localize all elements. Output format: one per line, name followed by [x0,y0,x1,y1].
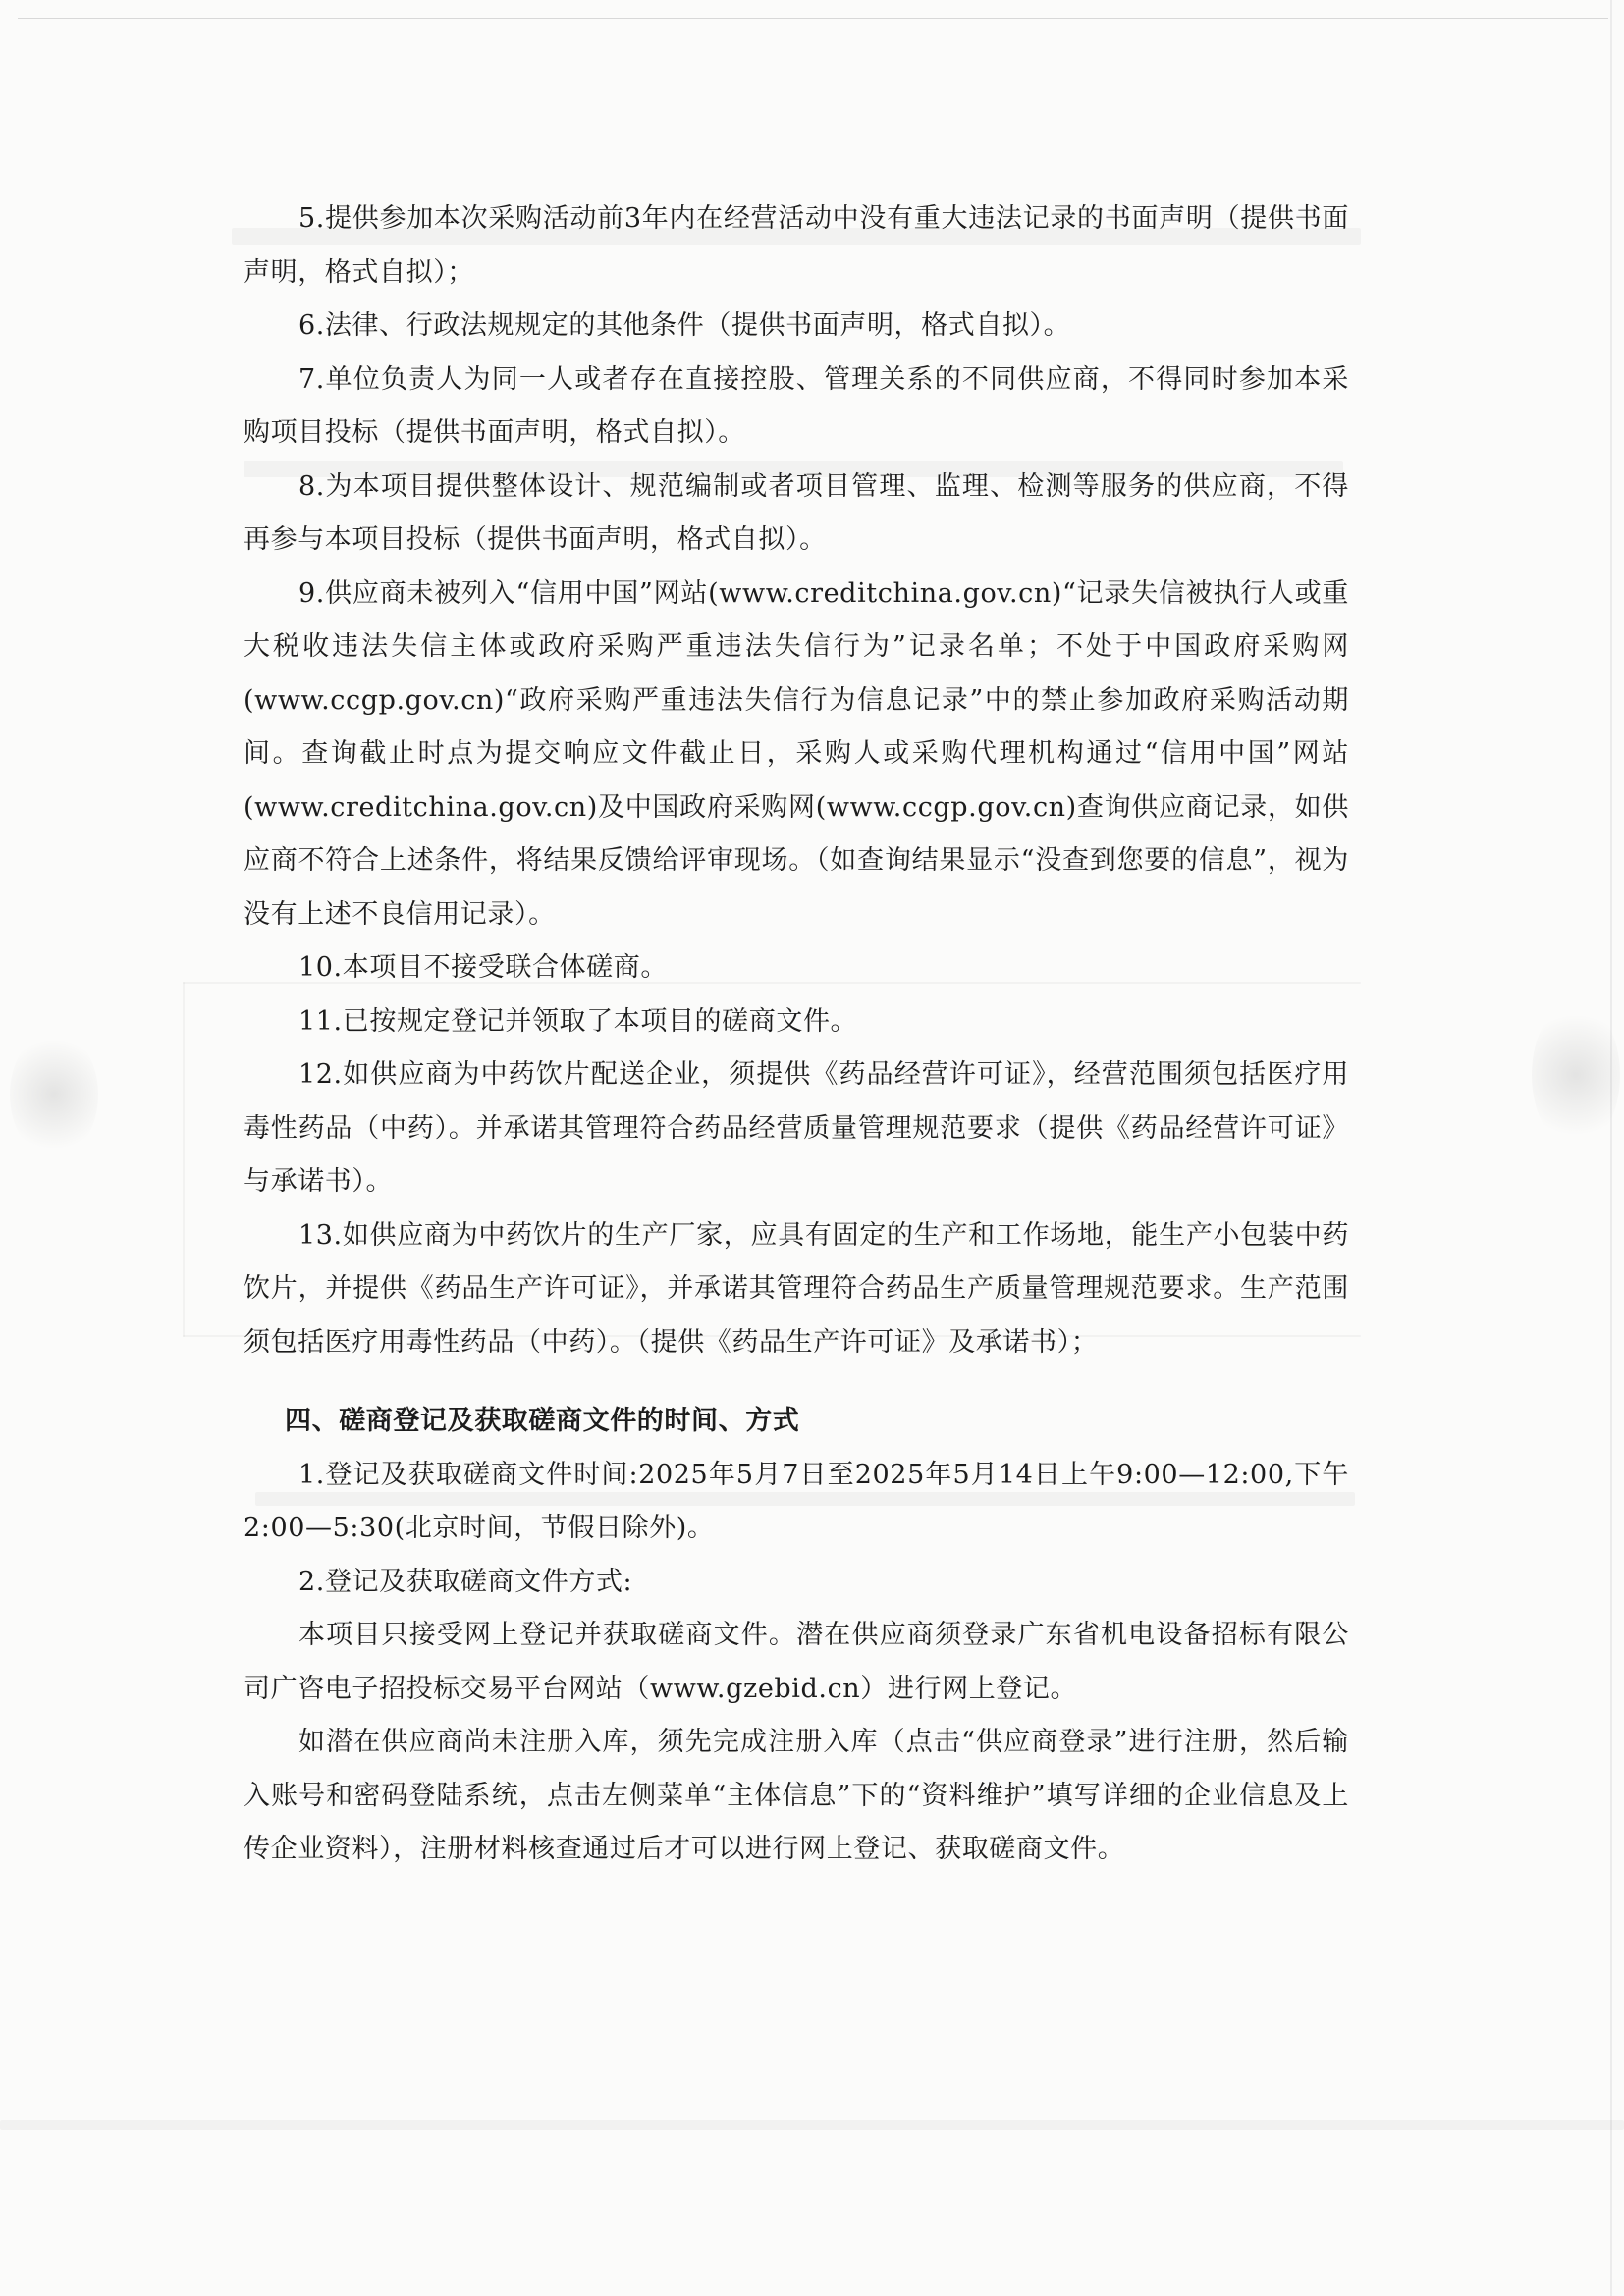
online-registration-note: 本项目只接受网上登记并获取磋商文件。潜在供应商须登录广东省机电设备招标有限公司广咨电子招投标交易平台网站（www.gzebid.cn）进行网上登记。 [244,1620,1349,1704]
registration-time: 1.登记及获取磋商文件时间:2025年5月7日至2025年5月14日上午9:00—12:00,下午2:00—5:30(北京时间，节假日除外)。 [244,1459,1349,1543]
clause-9: 9.供应商未被列入“信用中国”网站(www.creditchina.gov.cn)“记录失信被执行人或重大税收违法失信主体或政府采购严重违法失信行为”记录名单；不处于中国政府采购网(www.ccgp.gov.cn)“政府采购严重违法失信行为信息记录”中的禁止参加政府采购活动期间。查询截止时点为提交响应文件截止日，采购人或采购代理机构通过“信用中国”网站(www.creditchina.gov.cn)及中国政府采购网(www.ccgp.gov.cn)查询供应商记录，如供应商不符合上述条件，将结果反馈给评审现场。（如查询结果显示“没查到您要的信息”，视为没有上述不良信用记录）。 [244,577,1349,930]
bleed-through-mark [0,2120,1624,2130]
scan-smudge [1532,1001,1620,1148]
clause-6: 6.法律、行政法规规定的其他条件（提供书面声明，格式自拟）。 [298,310,1071,341]
clause-5: 5.提供参加本次采购活动前3年内在经营活动中没有重大违法记录的书面声明（提供书面声明，格式自拟）； [244,203,1349,288]
scan-right-edge [1610,0,1612,2296]
clause-10: 10.本项目不接受联合体磋商。 [298,952,668,983]
clause-11: 11.已按规定登记并领取了本项目的磋商文件。 [298,1005,858,1037]
bleed-through-table-line [183,982,185,1337]
scan-smudge [10,1031,98,1158]
clause-7: 7.单位负责人为同一人或者存在直接控股、管理关系的不同供应商，不得同时参加本采购项目投标（提供书面声明，格式自拟）。 [244,363,1349,448]
document-body [244,192,1349,1877]
scan-top-edge [18,18,1608,19]
clause-8: 8.为本项目提供整体设计、规范编制或者项目管理、监理、检测等服务的供应商，不得再参与本项目投标（提供书面声明，格式自拟）。 [244,470,1349,555]
clause-13: 13.如供应商为中药饮片的生产厂家，应具有固定的生产和工作场地，能生产小包装中药饮片，并提供《药品生产许可证》，并承诺其管理符合药品生产质量管理规范要求。生产范围须包括医疗用毒性药品（中药）。（提供《药品生产许可证》及承诺书）； [244,1219,1349,1358]
registration-method-label: 2.登记及获取磋商文件方式: [298,1566,633,1597]
supplier-signup-note: 如潜在供应商尚未注册入库，须先完成注册入库（点击“供应商登录”进行注册，然后输入账号和密码登陆系统，点击左侧菜单“主体信息”下的“资料维护”填写详细的企业信息及上传企业资料），注册材料核查通过后才可以进行网上登记、获取磋商文件。 [244,1727,1349,1864]
clause-12: 12.如供应商为中药饮片配送企业，须提供《药品经营许可证》，经营范围须包括医疗用毒性药品（中药）。并承诺其管理符合药品经营质量管理规范要求（提供《药品经营许可证》与承诺书）。 [244,1059,1349,1197]
section-heading-registration: 四、磋商登记及获取磋商文件的时间、方式 [285,1406,800,1436]
